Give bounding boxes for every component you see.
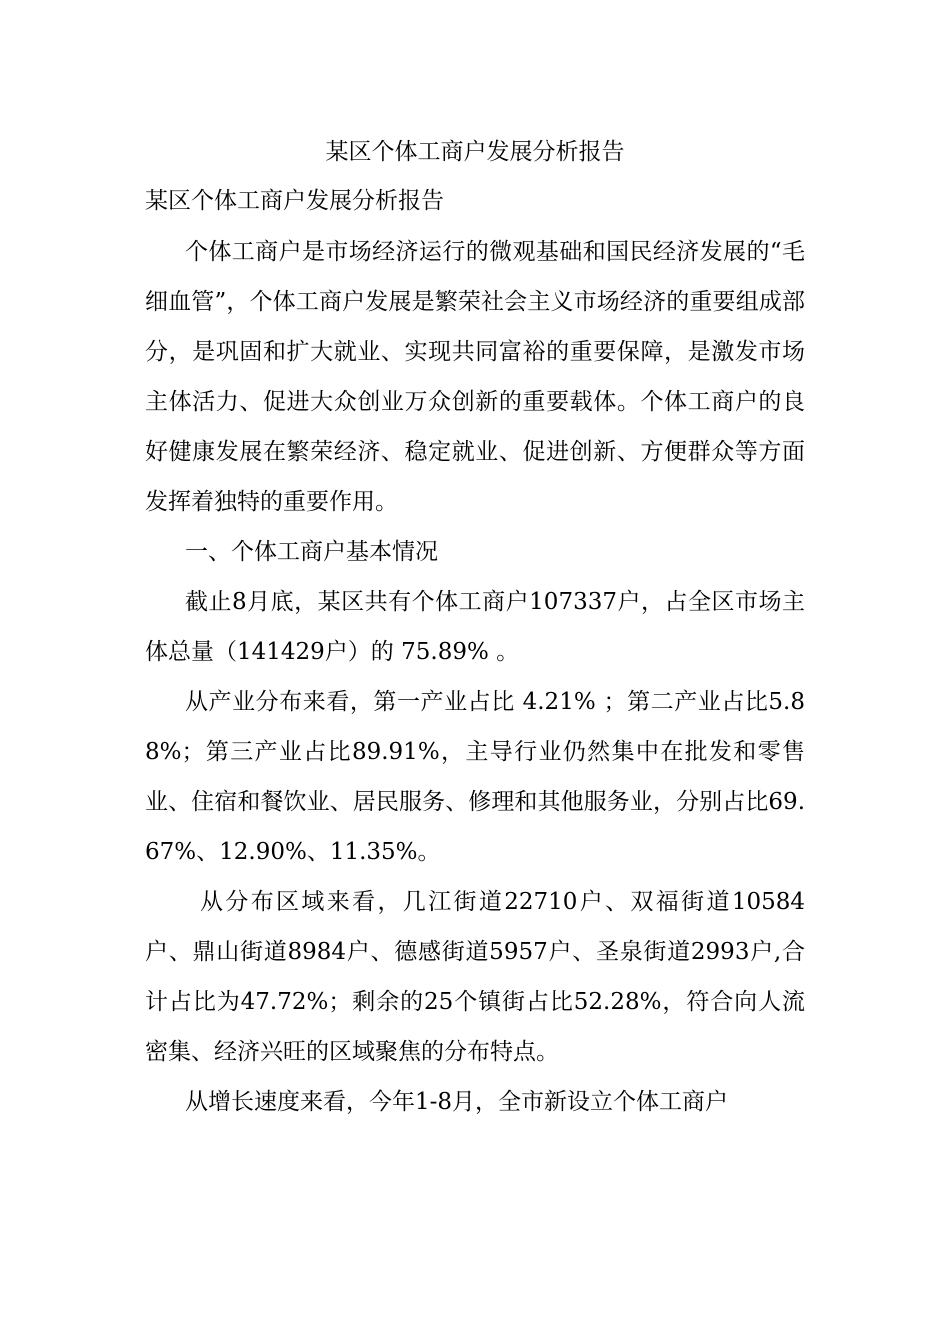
- paragraph-growth-speed: 从增长速度来看，今年1-8月，全市新设立个体工商户: [185, 1089, 729, 1115]
- paragraph-industry-distribution: 从产业分布来看，第一产业占比 4.21% ；第二产业占比5.88%；第三产业占比89.91%，主导行业仍然集中在批发和零售业、住宿和餐饮业、居民服务、修理和其他服务业，分别占比69.67%、12.90%、11.35%。: [145, 689, 805, 865]
- paragraph-intro: 个体工商户是市场经济运行的微观基础和国民经济发展的“毛细血管”，个体工商户发展是繁荣社会主义市场经济的重要组成部分，是巩固和扩大就业、实现共同富裕的重要保障，是激发市场主体活力、促进大众创业万众创新的重要载体。个体工商户的良好健康发展在繁荣经济、稳定就业、促进创新、方便群众等方面发挥着独特的重要作用。: [145, 239, 805, 515]
- paragraph-regional-distribution: 从分布区域来看，几江街道22710户、双福街道10584户、鼎山街道8984户、德感街道5957户、圣泉街道2993户,合计占比为47.72%；剩余的25个镇街占比52.28%，符合向人流密集、经济兴旺的区域聚焦的分布特点。: [145, 889, 805, 1065]
- document-title: 某区个体工商户发展分析报告: [325, 139, 625, 165]
- document-body: [145, 227, 805, 1127]
- paragraph-total-count: 截止8月底，某区共有个体工商户107337户，占全区市场主体总量（141429户）的 75.89% 。: [145, 589, 805, 665]
- document-subtitle: 某区个体工商户发展分析报告: [145, 188, 444, 214]
- section-heading-basic-situation: 一、个体工商户基本情况: [185, 539, 438, 565]
